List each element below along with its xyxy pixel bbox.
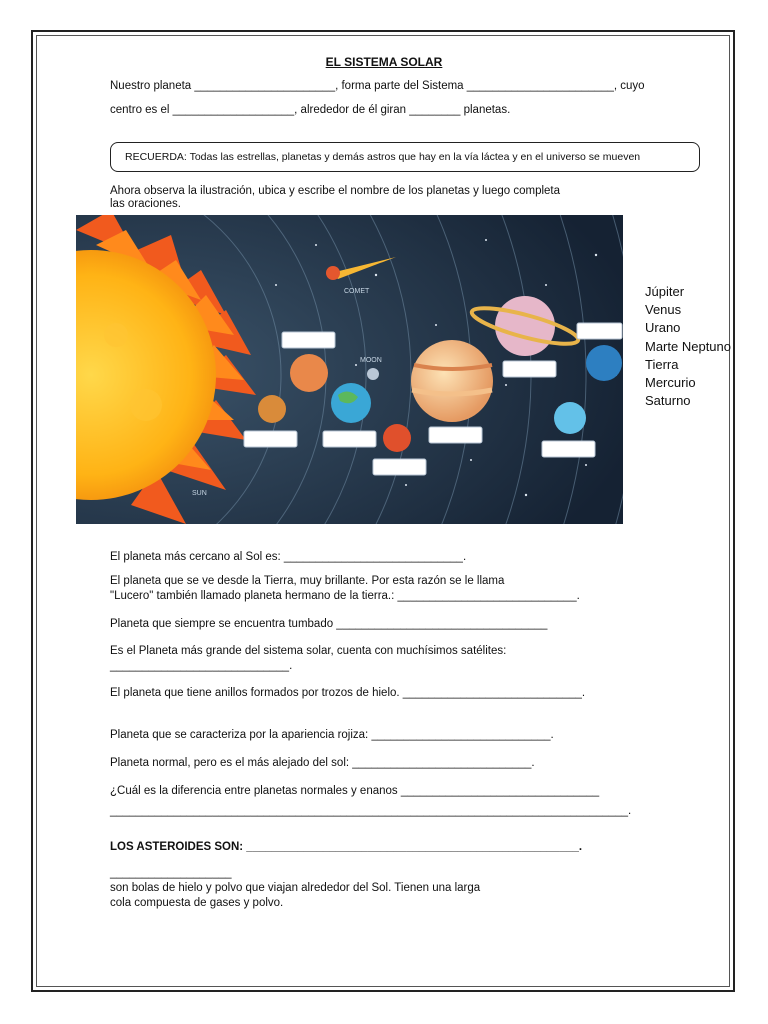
question-4-line-2: ____________________________.	[110, 660, 293, 672]
label-box-8[interactable]	[577, 323, 622, 339]
question-1: El planeta más cercano al Sol es: ____________________________.	[110, 551, 467, 563]
planet-name: Venus	[645, 302, 682, 318]
question-6: Planeta que se caracteriza por la apariencia rojiza: ____________________________.	[110, 729, 554, 741]
question-8-line-1: ¿Cuál es la diferencia entre planetas normales y enanos _______________________________	[110, 785, 600, 797]
label-box-7[interactable]	[542, 441, 595, 457]
sun-label: SUN	[192, 490, 207, 497]
planet-name: Urano	[645, 320, 681, 336]
question-8-line-2: _________________________________________________________________________________.	[110, 805, 632, 817]
question-7: Planeta normal, pero es el más alejado del sol: ____________________________.	[110, 757, 535, 769]
label-box-6[interactable]	[503, 361, 556, 377]
comet-definition-line-2: cola compuesta de gases y polvo.	[110, 897, 284, 909]
question-3: Planeta que siempre se encuentra tumbado _________________________________	[110, 618, 548, 630]
planet-name: Marte Neptuno	[645, 338, 731, 354]
asteroids-question: LOS ASTEROIDES SON: ____________________________________________________.	[110, 841, 583, 853]
question-4-line-1: Es el Planeta más grande del sistema solar, cuenta con muchísimos satélites:	[110, 645, 507, 657]
comet-blank: ___________________	[110, 867, 232, 879]
label-box-1[interactable]	[282, 332, 335, 348]
question-2-line-2: "Lucero" también llamado planeta hermano de la tierra.: ____________________________.	[110, 590, 580, 602]
intro-line-1: Nuestro planeta ______________________, forma parte del Sistema _______________________, cuyo	[110, 80, 645, 92]
comet-label: COMET	[344, 288, 370, 295]
comet-definition-line-1: son bolas de hielo y polvo que viajan alrededor del Sol. Tienen una larga	[110, 882, 481, 894]
question-5: El planeta que tiene anillos formados por trozos de hielo. ____________________________.	[110, 687, 586, 699]
label-box-3[interactable]	[323, 431, 376, 447]
planet-name: Mercurio	[645, 375, 696, 391]
intro-line-2: centro es el ___________________, alrededor de él giran ________ planetas.	[110, 104, 511, 116]
solar-system-illustration	[76, 215, 623, 524]
planet-name: Tierra	[645, 356, 679, 372]
recuerda-box: RECUERDA: Todas las estrellas, planetas y demás astros que hay en la vía láctea y en el universo se mueven	[110, 142, 700, 172]
moon-label: MOON	[360, 357, 382, 364]
instruction-line-1: Ahora observa la ilustración, ubica y escribe el nombre de los planetas y luego completa	[110, 185, 561, 197]
planet-name: Saturno	[645, 393, 691, 409]
planet-name: Júpiter	[645, 284, 685, 299]
worksheet-title: EL SISTEMA SOLAR	[325, 55, 443, 69]
label-box-4[interactable]	[373, 459, 426, 475]
label-box-5[interactable]	[429, 427, 482, 443]
label-box-2[interactable]	[244, 431, 297, 447]
instruction-line-2: las oraciones.	[110, 198, 181, 210]
question-2-line-1: El planeta que se ve desde la Tierra, muy brillante. Por esta razón se le llama	[110, 575, 505, 587]
planet-name-list	[645, 283, 731, 410]
